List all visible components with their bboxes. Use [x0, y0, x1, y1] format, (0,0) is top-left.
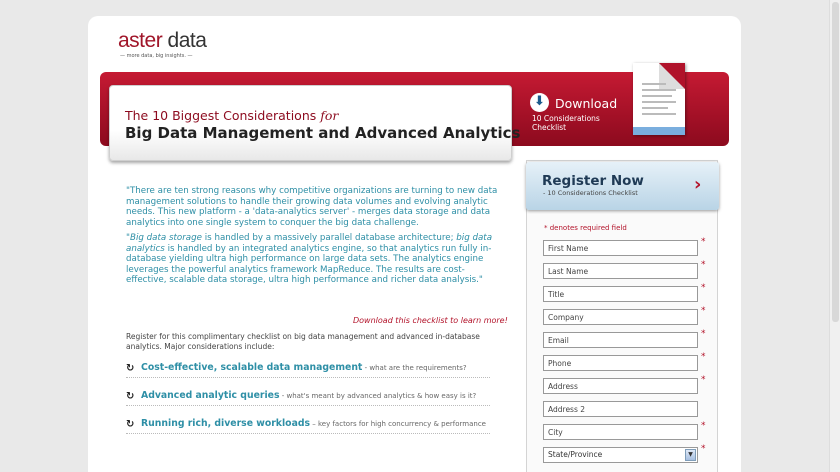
consideration-item — [126, 418, 490, 434]
register-subheading: - 10 Considerations Checklist — [543, 189, 638, 197]
consideration-item — [126, 362, 490, 378]
subtitle-italic: for — [320, 108, 339, 123]
logo-word-data: data — [167, 29, 207, 52]
state-select-value: State/Province — [548, 450, 603, 459]
intro-text — [126, 186, 504, 291]
required-star: * — [701, 329, 706, 339]
phone-field[interactable] — [543, 355, 698, 371]
intro-p2-quote: " — [126, 233, 130, 243]
intro-p2-italic2: big data analytics — [126, 233, 493, 254]
required-star: * — [701, 283, 706, 293]
required-star: * — [701, 421, 706, 431]
chevron-right-icon: › — [694, 174, 702, 195]
intro-p2-text2: is handled by an integrated analytics engine, so that analytics run fully in-database yielding ultra high performance on large data sets. The analytics engine leverages the powerful analytics framework MapReduce. The results are cost-effective, scalable data storage, ultra high performance and richer data analysis." — [126, 243, 492, 285]
required-note-text: denotes required field — [547, 224, 627, 232]
consideration-desc: – key factors for high concurrency & performance — [310, 420, 486, 428]
download-arrow-icon[interactable]: ⬇ — [530, 93, 549, 112]
email-field[interactable] — [543, 332, 698, 348]
register-description: Register for this complimentary checklist on big data management and advanced in-database analytics. Major considerations include: — [126, 332, 480, 351]
document-fold — [659, 63, 685, 89]
consideration-title-text: Advanced analytic queries — [141, 390, 280, 401]
required-star: * — [701, 237, 706, 247]
consideration-title — [141, 362, 467, 373]
required-star: * — [701, 306, 706, 316]
curved-arrow-icon: ↻ — [126, 391, 135, 402]
document-line — [642, 95, 672, 97]
intro-p2-text: is handled by a massively parallel database architecture; — [201, 233, 457, 243]
title-field[interactable] — [543, 286, 698, 302]
document-line — [642, 83, 666, 85]
title-box — [109, 85, 521, 161]
consideration-title — [141, 390, 476, 401]
city-field[interactable] — [543, 424, 698, 440]
required-star: * — [701, 444, 706, 454]
logo-word-aster: aster — [118, 29, 163, 52]
document-line — [642, 113, 676, 115]
intro-paragraph-1: "There are ten strong reasons why competitive organizations are turning to new data management solutions to handle their growing data volumes and evolving analytic needs. This new platform - a 'data-analytics server' - merges data storage and data analytics into one single system to conquer the big data challenge. — [126, 186, 498, 228]
address2-field[interactable] — [543, 401, 698, 417]
first-name-field[interactable] — [543, 240, 698, 256]
logo-wordmark — [118, 30, 206, 52]
download-checklist-link[interactable]: Download this checklist to learn more! — [353, 316, 508, 325]
document-stripe — [633, 127, 685, 135]
curved-arrow-icon: ↻ — [126, 419, 135, 430]
page-subtitle — [125, 108, 338, 123]
consideration-desc: - what are the requirements? — [362, 364, 467, 372]
document-line — [642, 107, 668, 109]
required-star: * — [701, 375, 706, 385]
logo-tagline: — more data, big insights. — — [120, 53, 193, 59]
document-line — [642, 101, 676, 103]
consideration-title-text: Cost-effective, scalable data management — [141, 362, 363, 373]
consideration-title — [141, 418, 486, 429]
download-sublabel: 10 Considerations Checklist — [532, 114, 600, 132]
required-star: * — [544, 224, 548, 232]
consideration-title-text: Running rich, diverse workloads — [141, 418, 311, 429]
register-now-button[interactable] — [526, 162, 719, 210]
intro-paragraph-2 — [126, 233, 504, 286]
last-name-field[interactable] — [543, 263, 698, 279]
curved-arrow-icon: ↻ — [126, 363, 135, 374]
document-line — [642, 89, 676, 91]
checklist-document-icon — [633, 63, 685, 135]
required-star: * — [701, 260, 706, 270]
scrollbar-thumb[interactable] — [832, 2, 839, 322]
consideration-item — [126, 390, 490, 406]
chevron-down-icon[interactable]: ▼ — [685, 449, 696, 461]
aster-data-logo[interactable] — [118, 30, 206, 59]
vertical-scrollbar[interactable] — [829, 0, 840, 472]
download-label[interactable]: Download — [555, 96, 618, 111]
required-note — [544, 224, 627, 232]
required-star: * — [701, 352, 706, 362]
state-province-select[interactable] — [543, 447, 698, 463]
register-heading: Register Now — [542, 173, 644, 189]
consideration-desc: - what's meant by advanced analytics & how easy is it? — [279, 392, 477, 400]
company-field[interactable] — [543, 309, 698, 325]
subtitle-text: The 10 Biggest Considerations — [125, 108, 321, 123]
address-field[interactable] — [543, 378, 698, 394]
intro-p2-italic: Big data storage — [130, 233, 202, 243]
page-title: Big Data Management and Advanced Analytics — [125, 124, 521, 142]
